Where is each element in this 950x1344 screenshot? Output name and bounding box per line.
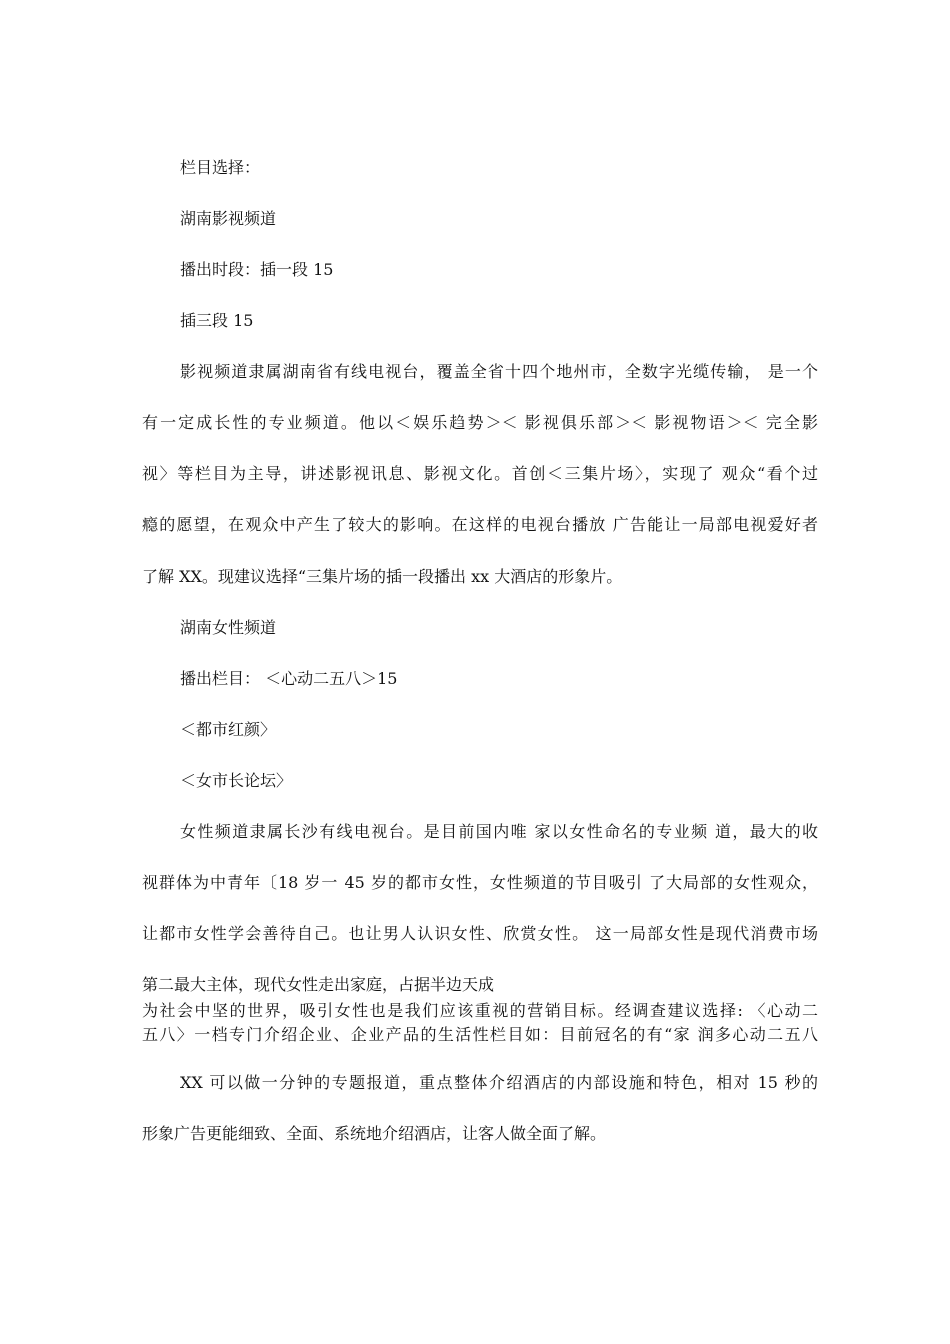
text-line: 播出栏目： ＜心动二五八＞15 xyxy=(180,669,398,688)
text-line: ＜都市红颜〉 xyxy=(180,720,277,739)
text-line: ＜女市长论坛〉 xyxy=(180,771,293,790)
text-line: 湖南女性频道 xyxy=(180,618,277,637)
text-line: 湖南影视频道 xyxy=(180,209,277,228)
text-line: 栏目选择： xyxy=(180,158,261,177)
text-line: 女性频道隶属长沙有线电视台。是目前国内唯 家以女性命名的专业频 道，最大的收 xyxy=(180,822,818,841)
text-line: 视群体为中青年〔18 岁一 45 岁的都市女性，女性频道的节目吸引 了大局部的女性观众， xyxy=(142,873,818,892)
text-line: 有一定成长性的专业频道。他以＜娱乐趋势＞＜ 影视俱乐部＞＜ 影视物语＞＜ 完全影 xyxy=(142,413,818,432)
text-line: 插三段 15 xyxy=(180,311,254,330)
text-line: 第二最大主体，现代女性走出家庭，占据半边天成 xyxy=(142,975,495,994)
text-line: 了解 XX。现建议选择“三集片场的插一段播出 xx 大酒店的形象片。 xyxy=(142,567,623,586)
text-line: 形象广告更能细致、全面、系统地介绍酒店，让客人做全面了解。 xyxy=(142,1124,607,1143)
text-line: 视〉等栏目为主导，讲述影视讯息、影视文化。首创＜三集片场〉，实现了 观众“看个过 xyxy=(142,464,818,483)
text-line: 让都市女性学会善待自己。也让男人认识女性、欣赏女性。 这一局部女性是现代消费市场 xyxy=(142,924,818,943)
text-line: 为社会中坚的世界，吸引女性也是我们应该重视的营销目标。经调查建议选择: 〈心动二 xyxy=(142,1001,818,1020)
text-line: 五八〉一档专门介绍企业、企业产品的生活性栏目如：目前冠名的有“家 润多心动二五八 xyxy=(142,1025,818,1044)
text-line: 影视频道隶属湖南省有线电视台，覆盖全省十四个地州市，全数字光缆传输， 是一个 xyxy=(180,362,818,381)
text-line: XX 可以做一分钟的专题报道，重点整体介绍酒店的内部设施和特色，相对 15 秒的 xyxy=(180,1073,818,1092)
text-line: 瘾的愿望，在观众中产生了较大的影响。在这样的电视台播放 广告能让一局部电视爱好者 xyxy=(142,515,818,534)
text-line: 播出时段：插一段 15 xyxy=(180,260,334,279)
